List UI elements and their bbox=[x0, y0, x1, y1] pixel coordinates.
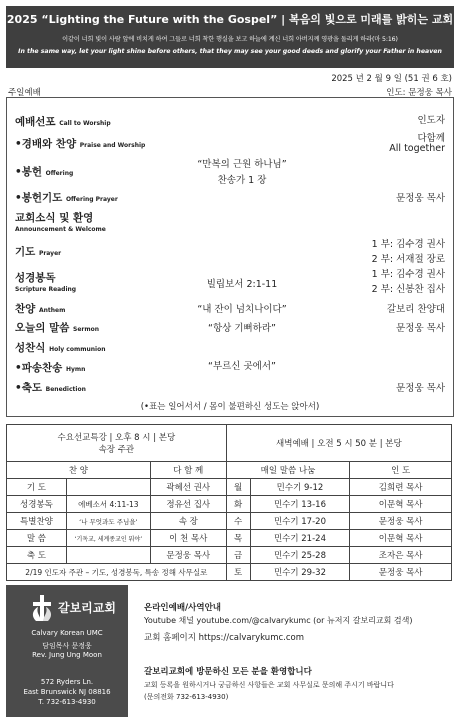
item-english: Benediction bbox=[45, 386, 86, 393]
address-line: 572 Ryders Ln. bbox=[40, 678, 94, 686]
table-cell: 목 bbox=[226, 530, 250, 547]
item-english: Anthem bbox=[38, 307, 66, 314]
wednesday-title: 수요선교특강 | 오후 8 시 | 본당 bbox=[57, 433, 176, 443]
order-item-leader-english: All together bbox=[389, 143, 445, 154]
item-title: •봉헌기도 bbox=[15, 192, 63, 204]
table-cell: 민수기 25-28 bbox=[250, 547, 350, 564]
order-item-leader: 인도자 bbox=[417, 115, 445, 126]
footer bbox=[6, 585, 454, 717]
scripture-reference: 빌립보서 2:1-11 bbox=[206, 279, 278, 290]
table-cell: 월 bbox=[226, 479, 250, 496]
standing-note: (•표는 일어서서 / 몸이 불편하신 성도는 앉아서) bbox=[140, 402, 320, 412]
order-item-leader: 갈보리 찬양대 bbox=[386, 304, 445, 315]
order-of-worship bbox=[6, 97, 454, 417]
table-cell: 다 함 께 bbox=[150, 462, 226, 479]
wednesday-footnote: 2/19 인도자 주관 – 기도, 성경봉독, 특송 정해 사무실로 bbox=[7, 564, 227, 581]
table-cell: ‘나 무엇과도 주님을’ bbox=[66, 513, 150, 530]
table-row bbox=[7, 547, 452, 564]
order-item-leader: 1 부: 김수경 권사 bbox=[371, 239, 445, 250]
church-address bbox=[6, 677, 128, 707]
table-cell: 이문혁 목사 bbox=[350, 530, 452, 547]
order-item-benediction bbox=[15, 380, 86, 395]
offering-hymn-number: 찬송가 1 장 bbox=[217, 175, 267, 186]
table-cell: 민수기 21-24 bbox=[250, 530, 350, 547]
order-item-leader: 다함께 bbox=[417, 133, 445, 144]
order-item-call-to-worship bbox=[15, 114, 111, 129]
order-item-announcement bbox=[15, 210, 93, 225]
weekly-schedule-table bbox=[6, 424, 452, 581]
item-title: •파송찬송 bbox=[15, 362, 63, 374]
table-cell: 민수기 13-16 bbox=[250, 496, 350, 513]
bulletin-date: 2025 년 2 월 9 일 (51 권 6 호) bbox=[331, 74, 452, 84]
anthem-title: “내 잔이 넘치나이다” bbox=[197, 304, 287, 315]
order-item-anthem bbox=[15, 301, 65, 316]
service-name: 주일예배 bbox=[8, 88, 41, 98]
cross-flame-logo-icon bbox=[28, 593, 56, 623]
welcome-subtext: 교회 등록을 원하시거나 궁금하신 사항들은 교회 사무실로 문의해 주시기 바랍니다 bbox=[144, 681, 394, 689]
item-english: Scripture Reading bbox=[15, 286, 77, 293]
table-cell: 찬 양 bbox=[7, 462, 151, 479]
sermon-title: “항상 기뻐하라” bbox=[208, 323, 276, 334]
address-line: East Brunswick NJ 08816 bbox=[23, 688, 111, 696]
table-cell: 곽헤선 권사 bbox=[150, 479, 226, 496]
table-cell: 문정웅 목사 bbox=[150, 547, 226, 564]
order-item-leader: 문정웅 목사 bbox=[396, 323, 445, 334]
order-item-leader: 2 부: 서재절 장로 bbox=[371, 254, 445, 265]
church-name-english: Calvary Korean UMC bbox=[31, 629, 103, 637]
order-item-sermon bbox=[15, 320, 99, 335]
pastor-info bbox=[6, 642, 128, 660]
banner-verse-korean: 이같이 너희 빛이 사람 앞에 비치게 하여 그들로 너희 착한 행실을 보고 하늘에 계신 너희 아버지께 영광을 돌리게 하라(마 5:16) bbox=[62, 36, 398, 43]
pastor-korean: 담임목사 문정웅 bbox=[42, 642, 92, 650]
welcome-message: 갈보리교회에 방문하신 모든 분을 환영합니다 bbox=[144, 667, 312, 677]
order-item-scripture bbox=[15, 270, 56, 285]
table-cell: 인 도 bbox=[350, 462, 452, 479]
table-cell: 이문혁 목사 bbox=[350, 496, 452, 513]
table-cell: 속 장 bbox=[150, 513, 226, 530]
table-cell: 특별찬양 bbox=[7, 513, 67, 530]
table-cell: ‘기독교, 세계종교인 뭐야’ bbox=[66, 530, 150, 547]
table-cell: 문정웅 목사 bbox=[350, 513, 452, 530]
table-cell: 축 도 bbox=[7, 547, 67, 564]
item-english: Call to Worship bbox=[59, 120, 111, 127]
item-english: Sermon bbox=[73, 326, 100, 333]
item-english: Hymn bbox=[65, 366, 86, 373]
order-item-offering bbox=[15, 164, 73, 179]
table-cell: 김희련 목사 bbox=[350, 479, 452, 496]
item-title: 교회소식 및 환영 bbox=[15, 212, 94, 224]
table-cell: 금 bbox=[226, 547, 250, 564]
order-item-communion bbox=[15, 340, 105, 355]
order-item-leader: 문정웅 목사 bbox=[396, 383, 445, 394]
service-leader: 인도: 문정웅 목사 bbox=[386, 88, 452, 98]
contact-phone: (문의전화 732-613-4930) bbox=[144, 693, 229, 701]
table-row bbox=[7, 564, 452, 581]
table-cell: 민수기 9-12 bbox=[250, 479, 350, 496]
table-cell: 성경봉독 bbox=[7, 496, 67, 513]
phone-number: T. 732-613-4930 bbox=[38, 698, 96, 706]
item-title: 오늘의 말씀 bbox=[15, 322, 70, 334]
table-cell: 민수기 29-32 bbox=[250, 564, 350, 581]
header-banner bbox=[6, 6, 454, 68]
table-cell: 매일 말씀 나눔 bbox=[226, 462, 350, 479]
item-title: 찬양 bbox=[15, 303, 36, 315]
banner-title: 2025 “Lighting the Future with the Gospel” | 복음의 빛으로 미래를 밝히는 교회 bbox=[6, 13, 454, 26]
wednesday-host: 속장 주관 bbox=[98, 445, 135, 455]
table-cell: 말 씀 bbox=[7, 530, 67, 547]
table-row bbox=[7, 496, 452, 513]
dawn-header: 새벽예배 | 오전 5 시 50 분 | 본당 bbox=[226, 425, 451, 462]
table-cell bbox=[66, 547, 150, 564]
item-english: Announcement & Welcome bbox=[15, 226, 106, 233]
church-name-korean: 갈보리교회 bbox=[58, 601, 116, 615]
homepage-link[interactable]: 교회 홈페이지 https://calvarykumc.com bbox=[144, 633, 305, 643]
table-cell: 화 bbox=[226, 496, 250, 513]
table-row bbox=[7, 530, 452, 547]
church-info-box bbox=[6, 585, 128, 717]
hymn-title: “부르신 곳에서” bbox=[208, 361, 276, 372]
order-item-leader: 1 부: 김수경 권사 bbox=[371, 269, 445, 280]
item-title: •경배와 찬양 bbox=[15, 138, 77, 150]
table-cell: 민수기 17-20 bbox=[250, 513, 350, 530]
item-title: •봉헌 bbox=[15, 166, 42, 178]
pastor-english: Rev. Jung Ung Moon bbox=[32, 651, 102, 659]
table-cell: 이 천 목사 bbox=[150, 530, 226, 547]
order-item-leader: 2 부: 신봉찬 집사 bbox=[371, 284, 445, 295]
item-english: Offering bbox=[45, 170, 74, 177]
table-cell: 문정웅 목사 bbox=[350, 564, 452, 581]
offering-hymn-title: “만복의 근원 하나님” bbox=[197, 159, 287, 170]
item-title: 성경봉독 bbox=[15, 272, 56, 284]
table-cell: 에베소서 4:11-13 bbox=[66, 496, 150, 513]
item-english: Praise and Worship bbox=[79, 142, 146, 149]
table-row bbox=[7, 479, 452, 496]
table-cell: 수 bbox=[226, 513, 250, 530]
banner-verse-english: In the same way, let your light shine before others, that they may see your good deeds and glorify your Father in heaven bbox=[18, 48, 442, 55]
online-worship-title: 온라인예배/사역안내 bbox=[144, 603, 222, 613]
table-cell bbox=[66, 479, 150, 496]
item-english: Offering Prayer bbox=[65, 196, 118, 203]
order-item-hymn bbox=[15, 360, 85, 375]
item-english: Holy communion bbox=[49, 346, 106, 353]
order-item-prayer bbox=[15, 244, 61, 259]
youtube-link[interactable]: Youtube 채널 youtube.com/@calvarykumc (or 뉴저지 갈보리교회 검색) bbox=[144, 616, 413, 625]
item-title: 기도 bbox=[15, 246, 36, 258]
table-row bbox=[7, 513, 452, 530]
table-cell: 조자은 목사 bbox=[350, 547, 452, 564]
wednesday-header bbox=[7, 425, 227, 462]
item-title: 예배선포 bbox=[15, 116, 56, 128]
order-item-leader: 문정웅 목사 bbox=[396, 193, 445, 204]
item-title: •축도 bbox=[15, 382, 42, 394]
table-cell: 기 도 bbox=[7, 479, 67, 496]
item-title: 성찬식 bbox=[15, 342, 46, 354]
table-cell: 정유선 집사 bbox=[150, 496, 226, 513]
item-english: Prayer bbox=[38, 250, 62, 257]
order-item-praise bbox=[15, 136, 145, 151]
order-item-offering-prayer bbox=[15, 190, 118, 205]
table-cell: 토 bbox=[226, 564, 250, 581]
